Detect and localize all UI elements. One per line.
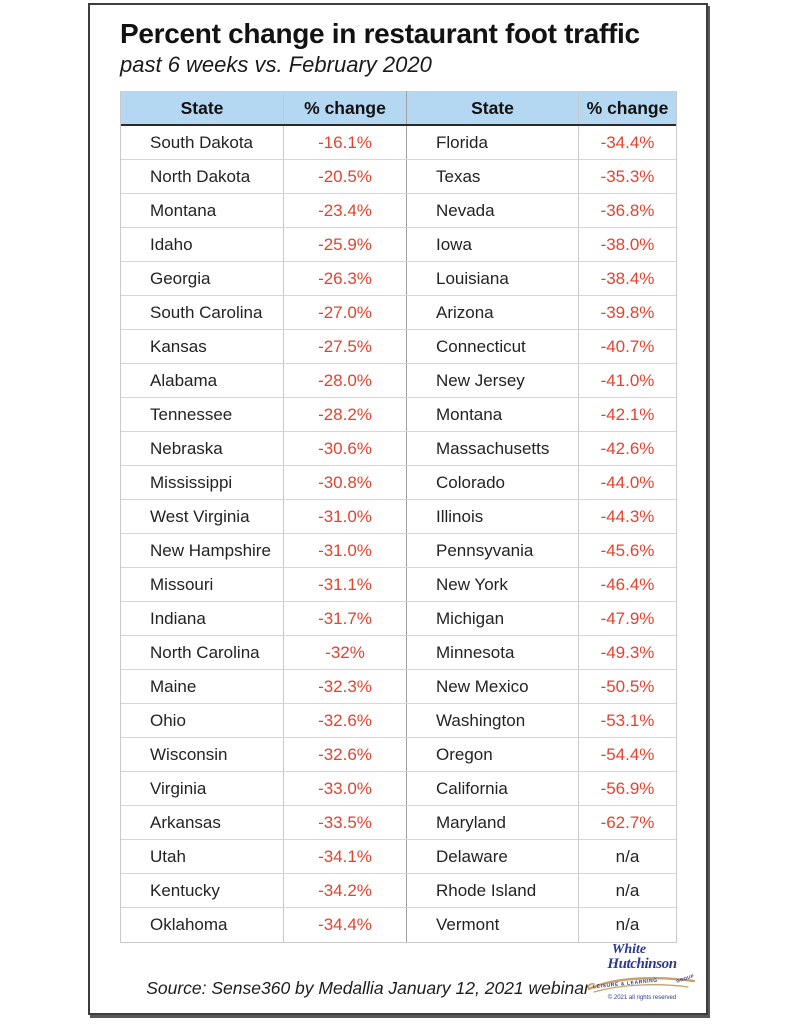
- table-row: [121, 398, 676, 432]
- change-cell: -38.4%: [578, 262, 676, 295]
- change-cell: -35.3%: [578, 160, 676, 193]
- change-cell: -42.1%: [578, 398, 676, 431]
- state-cell: Minnesota: [406, 636, 578, 669]
- change-cell: -30.8%: [283, 466, 406, 499]
- table-row: [121, 364, 676, 398]
- table-row: [121, 908, 676, 942]
- change-cell: -26.3%: [283, 262, 406, 295]
- state-cell: Nevada: [406, 194, 578, 227]
- data-table: [120, 91, 677, 943]
- state-cell: Montana: [150, 201, 217, 220]
- state-cell: Texas: [406, 160, 578, 193]
- change-cell: -62.7%: [578, 806, 676, 839]
- slide-card: [88, 3, 708, 1015]
- state-cell: Vermont: [406, 908, 578, 942]
- change-cell: -47.9%: [578, 602, 676, 635]
- change-cell: -32.6%: [283, 738, 406, 771]
- state-cell: New Hampshire: [150, 541, 271, 560]
- table-row: [121, 466, 676, 500]
- change-cell: -32%: [283, 636, 406, 669]
- table-row: [121, 262, 676, 296]
- change-cell: -34.2%: [283, 874, 406, 907]
- state-cell: Washington: [406, 704, 578, 737]
- state-cell: Wisconsin: [150, 745, 228, 764]
- change-cell: -20.5%: [283, 160, 406, 193]
- change-cell: -34.4%: [578, 126, 676, 159]
- state-cell: Illinois: [406, 500, 578, 533]
- state-cell: Arizona: [406, 296, 578, 329]
- change-cell: -34.1%: [283, 840, 406, 873]
- change-cell: -25.9%: [283, 228, 406, 261]
- table-header: [121, 91, 676, 126]
- header-cell-change-right: % change: [578, 91, 676, 124]
- table-row: [121, 432, 676, 466]
- header-cell-state-left: State: [180, 98, 224, 118]
- table-row: [121, 568, 676, 602]
- state-cell: Ohio: [150, 711, 186, 730]
- state-cell: New Jersey: [406, 364, 578, 397]
- state-cell: Utah: [150, 847, 186, 866]
- table-row: [121, 500, 676, 534]
- change-cell: n/a: [578, 840, 676, 873]
- state-cell: New York: [406, 568, 578, 601]
- state-cell: North Carolina: [150, 643, 260, 662]
- change-cell: -28.0%: [283, 364, 406, 397]
- change-cell: -53.1%: [578, 704, 676, 737]
- header-cell-change-left: % change: [283, 91, 406, 124]
- header-cell-state-right: State: [406, 91, 578, 124]
- state-cell: West Virginia: [150, 507, 250, 526]
- state-cell: Connecticut: [406, 330, 578, 363]
- table-row: [121, 194, 676, 228]
- table-row: [121, 772, 676, 806]
- state-cell: South Carolina: [150, 303, 263, 322]
- state-cell: Alabama: [150, 371, 218, 390]
- source-text: Source: Sense360 by Medallia January 12, 2021 webinar: [146, 978, 590, 998]
- state-cell: Massachusetts: [406, 432, 578, 465]
- change-cell: -45.6%: [578, 534, 676, 567]
- change-cell: -44.0%: [578, 466, 676, 499]
- table-body: [121, 126, 676, 942]
- table-row: [121, 160, 676, 194]
- state-cell: Oregon: [406, 738, 578, 771]
- state-cell: Virginia: [150, 779, 207, 798]
- copyright-text: © 2021 all rights reserved: [607, 995, 677, 1001]
- state-cell: Montana: [406, 398, 578, 431]
- change-cell: -39.8%: [578, 296, 676, 329]
- table-row: [121, 126, 676, 160]
- state-cell: Michigan: [406, 602, 578, 635]
- change-cell: -31.7%: [283, 602, 406, 635]
- state-cell: Maine: [150, 677, 197, 696]
- state-cell: Missouri: [150, 575, 214, 594]
- table-row: [121, 874, 676, 908]
- state-cell: Pennsyvania: [406, 534, 578, 567]
- state-cell: Arkansas: [150, 813, 221, 832]
- logo-tagline: LEISURE & LEARNING: [592, 977, 659, 991]
- change-cell: -23.4%: [283, 194, 406, 227]
- state-cell: Kentucky: [150, 881, 220, 900]
- change-cell: -41.0%: [578, 364, 676, 397]
- state-cell: South Dakota: [150, 133, 254, 152]
- table-row: [121, 228, 676, 262]
- table-row: [121, 330, 676, 364]
- state-cell: Rhode Island: [406, 874, 578, 907]
- state-cell: Kansas: [150, 337, 207, 356]
- change-cell: -40.7%: [578, 330, 676, 363]
- state-cell: Mississippi: [150, 473, 233, 492]
- change-cell: -27.5%: [283, 330, 406, 363]
- logo-name-line2: Hutchinson: [607, 956, 677, 972]
- state-cell: North Dakota: [150, 167, 251, 186]
- table-row: [121, 840, 676, 874]
- state-cell: Colorado: [406, 466, 578, 499]
- state-cell: California: [406, 772, 578, 805]
- state-cell: Maryland: [406, 806, 578, 839]
- change-cell: -31.0%: [283, 500, 406, 533]
- state-cell: Nebraska: [150, 439, 223, 458]
- table-row: [121, 602, 676, 636]
- change-cell: -27.0%: [283, 296, 406, 329]
- change-cell: -30.6%: [283, 432, 406, 465]
- table-row: [121, 534, 676, 568]
- table-row: [121, 704, 676, 738]
- change-cell: -32.3%: [283, 670, 406, 703]
- state-cell: New Mexico: [406, 670, 578, 703]
- white-hutchinson-logo: [586, 943, 698, 1001]
- change-cell: -28.2%: [283, 398, 406, 431]
- state-cell: Indiana: [150, 609, 206, 628]
- state-cell: Iowa: [406, 228, 578, 261]
- table-row: [121, 738, 676, 772]
- table-row: [121, 636, 676, 670]
- change-cell: -33.5%: [283, 806, 406, 839]
- change-cell: -49.3%: [578, 636, 676, 669]
- state-cell: Florida: [406, 126, 578, 159]
- page-title: Percent change in restaurant foot traffic: [120, 18, 640, 49]
- change-cell: -36.8%: [578, 194, 676, 227]
- state-cell: Oklahoma: [150, 915, 228, 934]
- change-cell: -44.3%: [578, 500, 676, 533]
- page-subtitle: past 6 weeks vs. February 2020: [120, 52, 432, 77]
- change-cell: -42.6%: [578, 432, 676, 465]
- change-cell: -46.4%: [578, 568, 676, 601]
- state-cell: Idaho: [150, 235, 193, 254]
- change-cell: -33.0%: [283, 772, 406, 805]
- change-cell: -38.0%: [578, 228, 676, 261]
- change-cell: -31.1%: [283, 568, 406, 601]
- change-cell: n/a: [578, 908, 676, 942]
- table-row: [121, 296, 676, 330]
- change-cell: -50.5%: [578, 670, 676, 703]
- change-cell: -56.9%: [578, 772, 676, 805]
- change-cell: -32.6%: [283, 704, 406, 737]
- change-cell: n/a: [578, 874, 676, 907]
- state-cell: Tennessee: [150, 405, 233, 424]
- table-row: [121, 806, 676, 840]
- change-cell: -31.0%: [283, 534, 406, 567]
- change-cell: -54.4%: [578, 738, 676, 771]
- table-row: [121, 670, 676, 704]
- state-cell: Georgia: [150, 269, 211, 288]
- state-cell: Delaware: [406, 840, 578, 873]
- logo-name-line1: White: [611, 942, 647, 957]
- state-cell: Louisiana: [406, 262, 578, 295]
- change-cell: -34.4%: [283, 908, 406, 942]
- logo-group-label: GROUP: [676, 973, 696, 984]
- change-cell: -16.1%: [283, 126, 406, 159]
